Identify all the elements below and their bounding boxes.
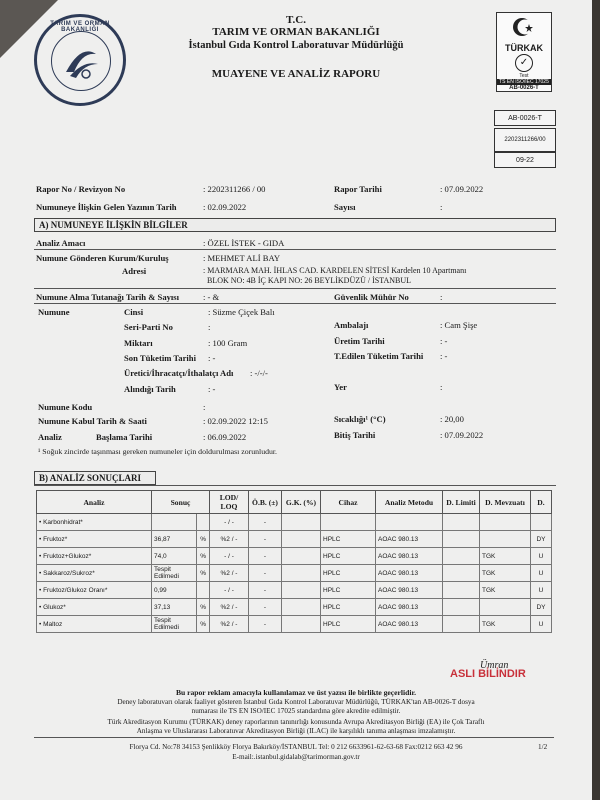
cell-lod: %2 / - <box>210 599 249 616</box>
kabul-value: : 02.09.2022 12:15 <box>203 416 268 426</box>
footer-line1: Bu rapor reklam amacıyla kullanılamaz ve üst yazısı ile birlikte geçerlidir. <box>175 688 417 697</box>
cell-cihaz: HPLC <box>321 616 376 633</box>
report-date-value: : 07.09.2022 <box>440 184 484 194</box>
cell-birim <box>197 582 210 599</box>
col-sonuc: Sonuç <box>152 491 210 514</box>
ambalaj-label: Ambalajı <box>334 320 369 330</box>
cell-mevzuat: TGK <box>480 565 531 582</box>
son-tuketim-value: : - <box>208 353 216 363</box>
cell-lod: - / - <box>210 548 249 565</box>
uretim-label: Üretim Tarihi <box>334 336 385 346</box>
report-date-label: Rapor Tarihi <box>334 184 382 194</box>
analiz-amaci-value: : ÖZEL İSTEK - GIDA <box>203 238 285 248</box>
cell-limit <box>443 531 480 548</box>
baslama-value: : 06.09.2022 <box>203 432 247 442</box>
footer-line3: numarası ile TS EN ISO/IEC 17025 standardına göre akredite edilmiştir. <box>191 707 401 715</box>
table-row <box>37 531 552 548</box>
cold-chain-note: ¹ Soğuk zincirde taşınması gereken numuneler için doldurulması zorunludur. <box>38 447 278 456</box>
cell-metod: AOAC 980.13 <box>376 616 443 633</box>
alindigi-value: : - <box>208 384 216 394</box>
signature-name: Ümran <box>480 660 509 671</box>
cell-lod: %2 / - <box>210 616 249 633</box>
cell-metod: AOAC 980.13 <box>376 599 443 616</box>
cell-analiz: • Glukoz* <box>37 599 152 616</box>
cell-cihaz: HPLC <box>321 565 376 582</box>
kabul-label: Numune Kabul Tarih & Saati <box>38 416 147 426</box>
tutanak-value: : - & <box>203 292 220 302</box>
cell-sonuc: 74,0 <box>152 548 197 565</box>
analiz-amaci-label: Analiz Amacı <box>36 238 86 248</box>
turkak-logo <box>496 12 552 92</box>
results-table <box>36 490 552 633</box>
table-row <box>37 599 552 616</box>
cell-cihaz: HPLC <box>321 548 376 565</box>
cell-birim: % <box>197 565 210 582</box>
bitis-label: Bitiş Tarihi <box>334 430 376 440</box>
cell-mevzuat: TGK <box>480 616 531 633</box>
cell-analiz: • Fruktoz* <box>37 531 152 548</box>
stamp-asli: ASLI BİLİNDIR <box>450 668 526 680</box>
uretici-value: : -/-/- <box>250 368 268 378</box>
cell-lod: %2 / - <box>210 531 249 548</box>
cell-metod: AOAC 980.13 <box>376 565 443 582</box>
seri-label: Seri-Parti No <box>124 322 173 332</box>
cell-limit <box>443 565 480 582</box>
cell-cihaz <box>321 514 376 531</box>
cell-sonuc: Tespit Edilmedi <box>152 616 197 633</box>
cell-mevzuat: TGK <box>480 582 531 599</box>
footer-line4: Türk Akreditasyon Kurumu (TÜRKAK) deney raporlarının tanınırlığı konusunda Avrupa Akreditasyon Birliği (EA) ile Çok Taraflı <box>107 718 485 726</box>
sayisi-value: : <box>440 202 443 212</box>
turkak-test: Test <box>519 73 529 79</box>
page-number: 1/2 <box>538 743 548 751</box>
cell-sonuc: 0,99 <box>152 582 197 599</box>
report-no-value: : 2202311266 / 00 <box>203 184 266 194</box>
check-icon: ✓ <box>515 54 533 72</box>
miktar-label: Miktarı <box>124 338 153 348</box>
cell-d: U <box>531 548 552 565</box>
header-ministry: TARIM VE ORMAN BAKANLIĞI <box>212 26 380 38</box>
tutanak-label: Numune Alma Tutanağı Tarih & Sayısı <box>36 292 180 302</box>
cell-d: DY <box>531 531 552 548</box>
col-d: D. <box>531 491 552 514</box>
section-b-title: B) ANALİZ SONUÇLARI <box>34 471 156 485</box>
cell-analiz: • Karbonhidrat* <box>37 514 152 531</box>
cell-lod: - / - <box>210 514 249 531</box>
yer-value: : <box>440 382 443 392</box>
cell-mevzuat <box>480 599 531 616</box>
turkak-code: AB-0026-T <box>509 85 539 91</box>
table-row <box>37 548 552 565</box>
cell-gk <box>282 616 321 633</box>
kodu-value: : <box>203 402 206 412</box>
cell-ob: - <box>249 582 282 599</box>
header-tc: T.C. <box>286 14 306 26</box>
table-row <box>37 514 552 531</box>
adres-line1: : MARMARA MAH. İHLAS CAD. KARDELEN SİTESİ Kardelen 10 Apartmanı <box>203 266 467 275</box>
cell-metod: AOAC 980.13 <box>376 582 443 599</box>
report-no-label: Rapor No / Revizyon No <box>36 184 126 194</box>
adres-label: Adresi <box>122 266 147 276</box>
cell-mevzuat <box>480 531 531 548</box>
col-metod: Analiz Metodu <box>376 491 443 514</box>
uretici-label: Üretici/İhracatçı/İthalatçı Adı <box>124 368 234 378</box>
cell-d: U <box>531 616 552 633</box>
cell-d: DY <box>531 599 552 616</box>
cell-d: U <box>531 582 552 599</box>
cell-d <box>531 514 552 531</box>
t-edilen-value: : - <box>440 351 448 361</box>
cell-birim: % <box>197 531 210 548</box>
cell-birim <box>197 514 210 531</box>
cell-limit <box>443 514 480 531</box>
analiz-label: Analiz <box>38 432 62 442</box>
cell-ob: - <box>249 599 282 616</box>
col-gk: G.K. (%) <box>282 491 321 514</box>
col-limit: D. Limiti <box>443 491 480 514</box>
cell-gk <box>282 531 321 548</box>
adres-line2: BLOK NO: 4B İÇ KAPI NO: 26 BEYLİKDÜZÜ / İSTANBUL <box>207 276 412 285</box>
section-a-title: A) NUMUNEYE İLİŞKİN BİLGİLER <box>34 218 556 232</box>
date-box: 09-22 <box>494 152 556 168</box>
col-analiz: Analiz <box>37 491 152 514</box>
footer-line5: Anlaşma ve Uluslararası Laboratuvar Akreditasyon Birliği (ILAC) ile karşılıklı tanıma anlaşması imzalamıştır. <box>136 727 456 735</box>
cell-ob: - <box>249 531 282 548</box>
numune-label: Numune <box>38 307 70 317</box>
col-mevzuat: D. Mevzuatı <box>480 491 531 514</box>
footer-line2: Deney laboratuvarı olarak faaliyet gösteren İstanbul Gıda Kontrol Laboratuvar Müdürlüğü, TÜRKAK'tan AB-0026-T dosya <box>117 698 475 706</box>
bitis-value: : 07.09.2022 <box>440 430 484 440</box>
sayisi-label: Sayısı <box>334 202 356 212</box>
cell-birim: % <box>197 616 210 633</box>
turkak-label: TÜRKAK <box>505 43 543 53</box>
cell-limit <box>443 582 480 599</box>
col-cihaz: Cihaz <box>321 491 376 514</box>
cell-limit <box>443 599 480 616</box>
cell-ob: - <box>249 548 282 565</box>
cell-gk <box>282 514 321 531</box>
cell-gk <box>282 582 321 599</box>
cell-lod: - / - <box>210 582 249 599</box>
turkak-crescent-icon <box>509 16 539 38</box>
header-lab: İstanbul Gıda Kontrol Laboratuvar Müdürlüğü <box>188 40 404 51</box>
cell-d: U <box>531 565 552 582</box>
cell-analiz: • Fruktoz+Glukoz* <box>37 548 152 565</box>
cell-gk <box>282 565 321 582</box>
cell-sonuc: 36,87 <box>152 531 197 548</box>
yer-label: Yer <box>334 382 347 392</box>
cell-metod <box>376 514 443 531</box>
cell-limit <box>443 616 480 633</box>
cell-cihaz: HPLC <box>321 582 376 599</box>
cell-ob: - <box>249 514 282 531</box>
t-edilen-label: T.Edilen Tüketim Tarihi <box>334 351 424 361</box>
cell-metod: AOAC 980.13 <box>376 531 443 548</box>
report-number-box: 2202311266/00 <box>494 128 556 152</box>
cell-limit <box>443 548 480 565</box>
muhur-label: Güvenlik Mühür No <box>334 292 409 302</box>
cell-gk <box>282 548 321 565</box>
cell-lod: %2 / - <box>210 565 249 582</box>
code-box: AB-0026-T <box>494 110 556 126</box>
cell-analiz: • Sakkaroz/Sukroz* <box>37 565 152 582</box>
col-lod: LOD/ LOQ <box>210 491 249 514</box>
cell-sonuc: Tespit Edilmedi <box>152 565 197 582</box>
cell-sonuc: 37,13 <box>152 599 197 616</box>
cell-birim: % <box>197 599 210 616</box>
footer-email: E-mail:.istanbul.gidalab@tarimorman.gov.tr <box>232 753 360 761</box>
baslama-label: Başlama Tarihi <box>96 432 153 442</box>
cell-ob: - <box>249 616 282 633</box>
cell-analiz: • Fruktoz/Glukoz Oranı* <box>37 582 152 599</box>
cell-mevzuat: TGK <box>480 548 531 565</box>
sicaklik-label: Sıcaklığı¹ (°C) <box>334 414 386 424</box>
table-row <box>37 582 552 599</box>
gonderen-value: : MEHMET ALİ BAY <box>203 253 281 263</box>
cinsi-value: : Süzme Çiçek Balı <box>208 307 275 317</box>
table-row <box>37 616 552 633</box>
kodu-label: Numune Kodu <box>38 402 93 412</box>
cell-metod: AOAC 980.13 <box>376 548 443 565</box>
son-tuketim-label: Son Tüketim Tarihi <box>124 353 196 363</box>
cell-birim: % <box>197 548 210 565</box>
letter-date-value: : 02.09.2022 <box>203 202 247 212</box>
miktar-value: : 100 Gram <box>208 338 248 348</box>
footer-address: Florya Cd. No:78 34153 Şenlikköy Florya Bakırköy/İSTANBUL Tel: 0 212 6633961-62-63-68 Fax:0212 663 42 96 <box>129 743 463 751</box>
cell-cihaz: HPLC <box>321 531 376 548</box>
report-title: MUAYENE VE ANALİZ RAPORU <box>211 68 381 80</box>
cell-sonuc <box>152 514 197 531</box>
seri-value: : <box>208 322 211 332</box>
letter-date-label: Numuneye İlişkin Gelen Yazının Tarih <box>36 202 177 212</box>
ambalaj-value: : Cam Şişe <box>440 320 478 330</box>
alindigi-label: Alındığı Tarih <box>124 384 176 394</box>
uretim-value: : - <box>440 336 448 346</box>
table-row <box>37 565 552 582</box>
cinsi-label: Cinsi <box>124 307 144 317</box>
cell-mevzuat <box>480 514 531 531</box>
cell-cihaz: HPLC <box>321 599 376 616</box>
gonderen-label: Numune Gönderen Kurum/Kuruluş <box>36 253 169 263</box>
col-ob: Ö.B. (±) <box>249 491 282 514</box>
muhur-value: : <box>440 292 443 302</box>
seal-text: TARIM VE ORMAN BAKANLIĞI <box>50 21 110 33</box>
results-header-row <box>37 491 552 514</box>
cell-ob: - <box>249 565 282 582</box>
cell-gk <box>282 599 321 616</box>
turkak-std: TS EN ISO/IEC 17025 <box>497 79 551 85</box>
sicaklik-value: : 20,00 <box>440 414 464 424</box>
cell-analiz: • Maltoz <box>37 616 152 633</box>
